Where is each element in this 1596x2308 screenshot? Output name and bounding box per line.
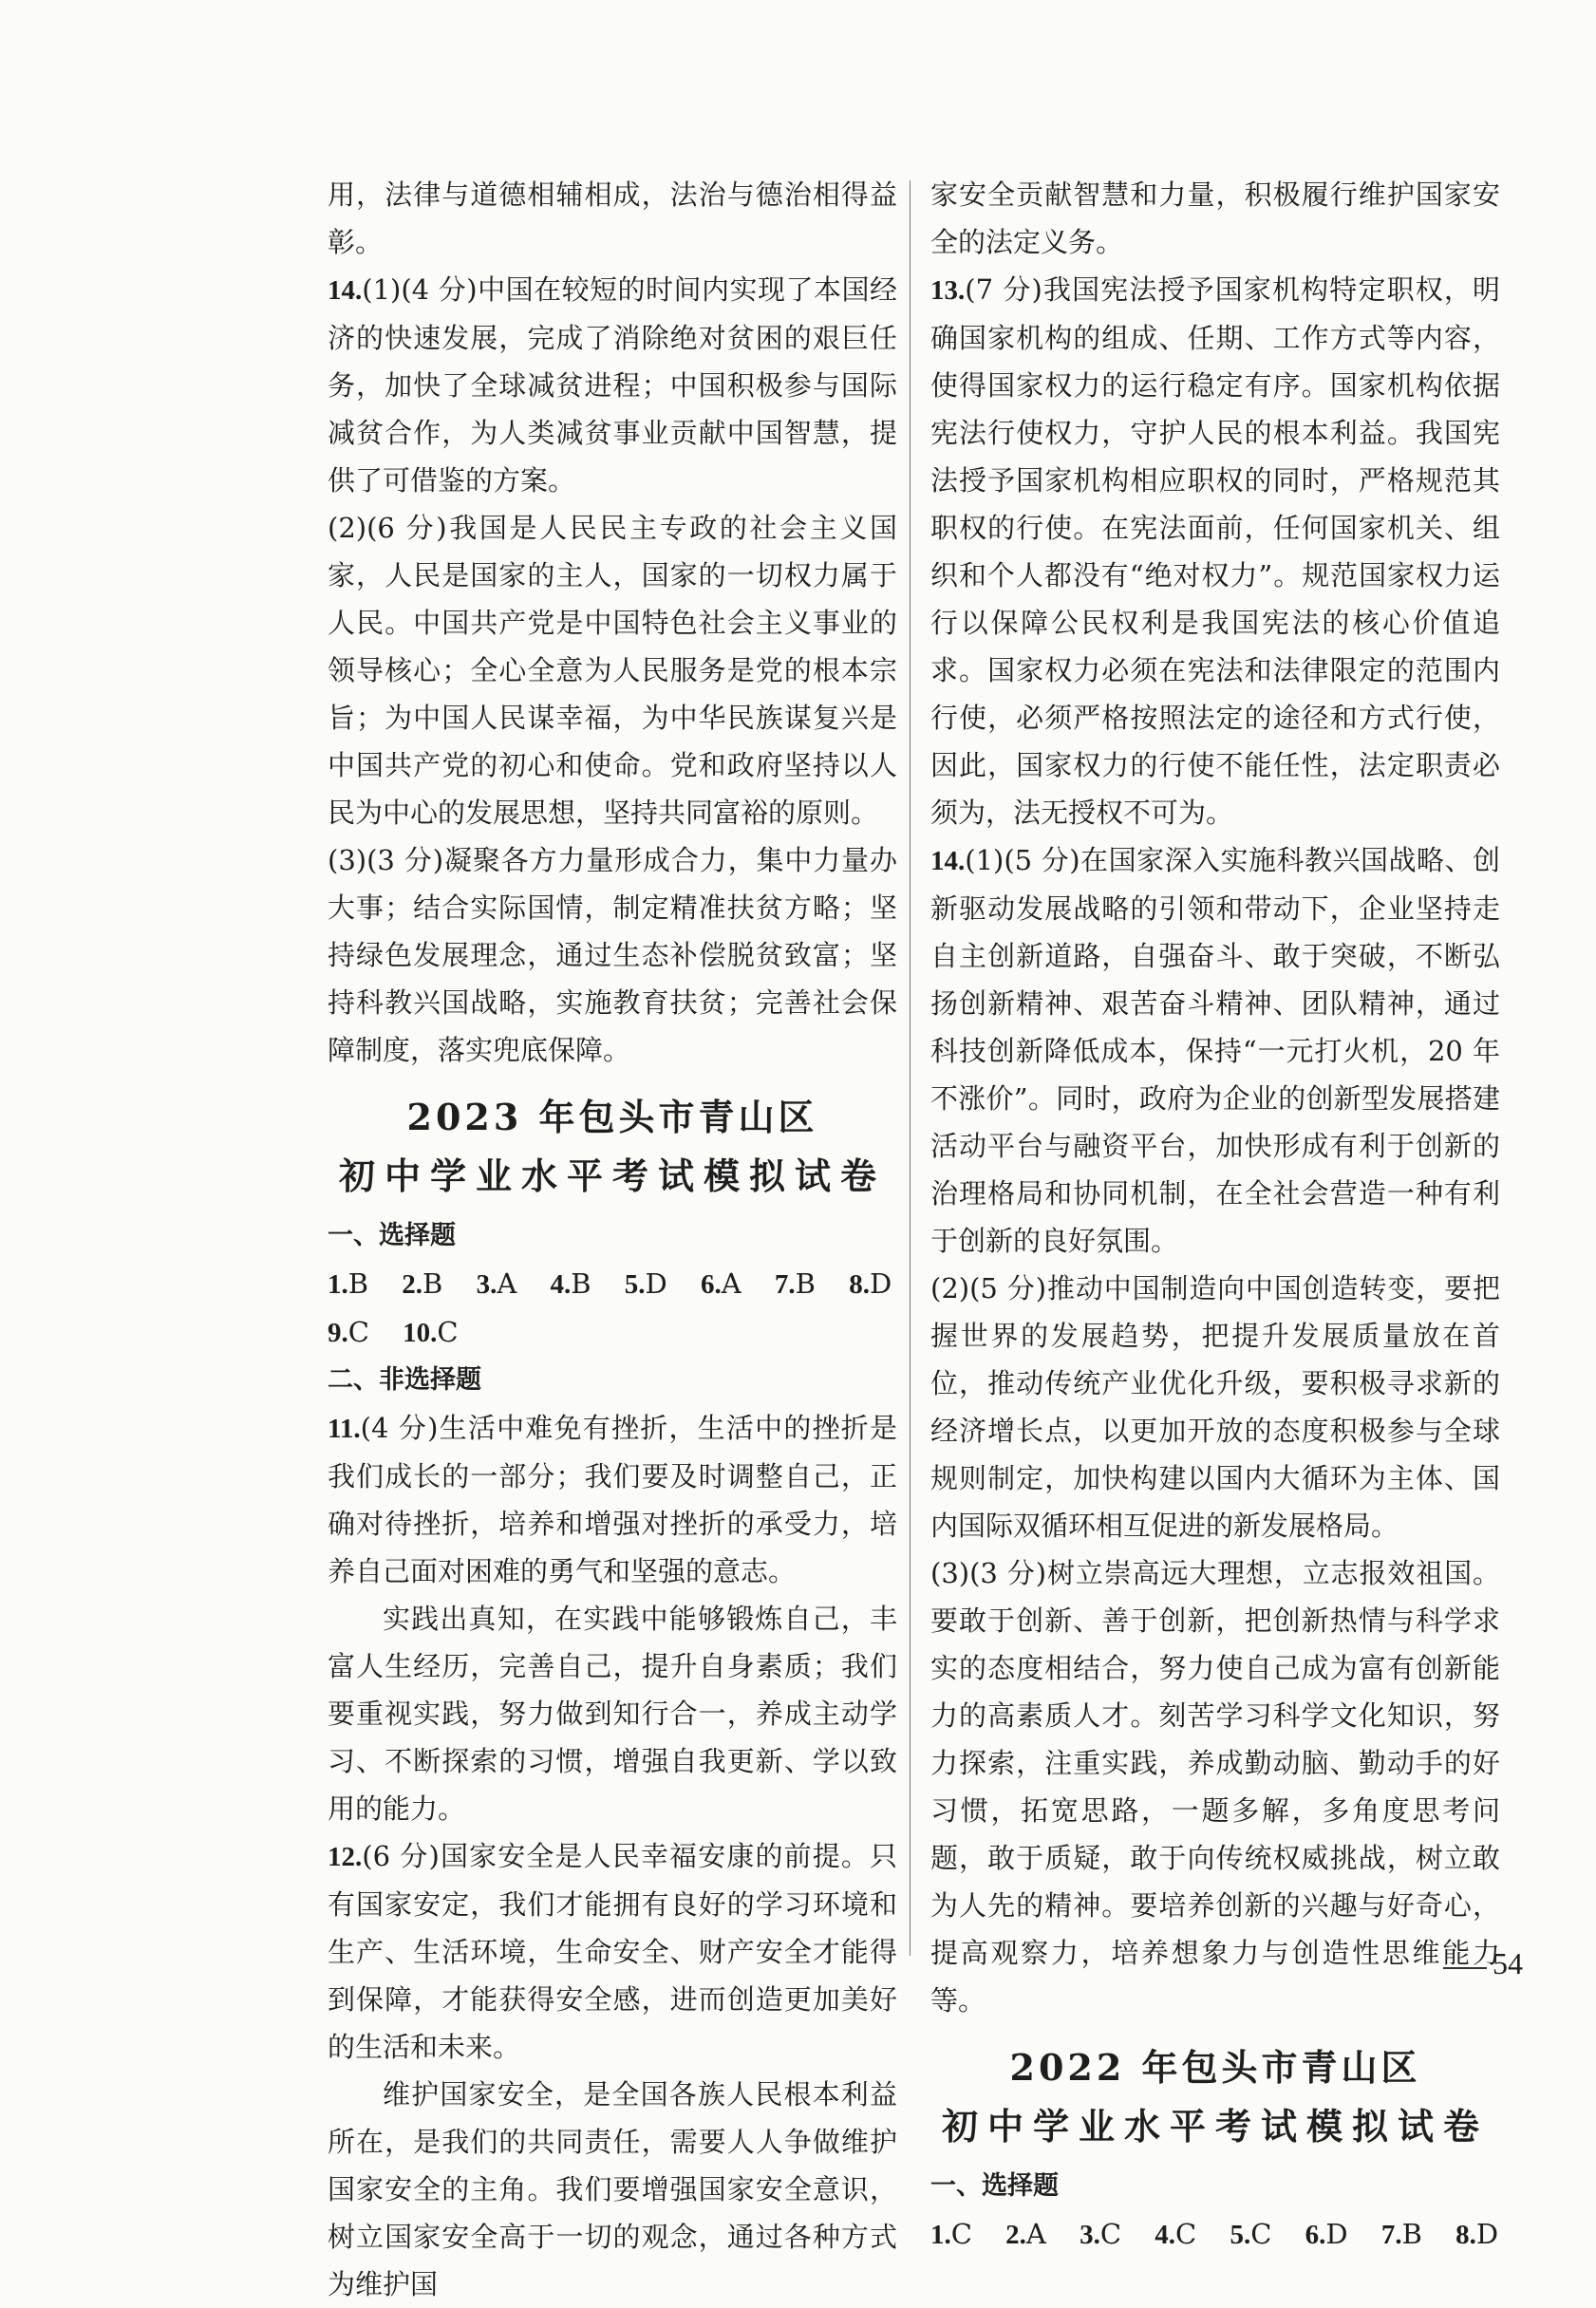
question-number: 14.	[930, 846, 966, 876]
answer-part-1: (1)(4 分)中国在较短的时间内实现了本国经济的快速发展，完成了消除绝对贫困的艰巨任务，加快了全球减贫进程；中国积极参与国际减贫合作，为人类减贫事业贡献中国智慧，提供了可借鉴的方案。	[328, 273, 897, 497]
answer-key-line-1: 1.C 2.A 3.C 4.C 5.C 6.D 7.B 8.D	[930, 2218, 1499, 2250]
continued-line: 用，法律与道德相辅相成，法治与德治相得益彰。	[328, 178, 897, 258]
answer-part-3: (3)(3 分)树立崇高远大理想，立志报效祖国。要敢于创新、善于创新，把创新热情与科学求实的态度相结合，努力使自己成为富有创新能力的高素质人才。刻苦学习科学文化知识，努力探索，注重实践，养成勤动脑、勤动手的好习惯，拓宽思路，一题多解，多角度思考问题，敢于质疑，敢于向传统权威挑战，树立敢为人先的精神。要培养创新的兴趣与好奇心，提高观察力，培养想象力与创造性思维能力等。	[930, 1557, 1500, 2017]
question-11	[328, 1404, 897, 1832]
question-13	[930, 266, 1500, 836]
question-number: 11.	[328, 1414, 361, 1444]
right-column	[930, 171, 1500, 2259]
exam-title-line-1: 2023 年包头市青山区	[406, 1096, 818, 1138]
answer-part-2: 维护国家安全，是全国各族人民根本利益所在，是我们的共同责任，需要人人争做维护国家安全的主角。我们要增强国家安全意识，树立国家安全高于一切的观念，通过各种方式为维护国	[328, 2078, 897, 2300]
exam-2023	[328, 1091, 897, 2308]
exam-2022	[930, 2041, 1500, 2259]
answer-part-2: (2)(6 分)我国是人民民主专政的社会主义国家，人民是国家的主人，国家的一切权力属于人民。中国共产党是中国特色社会主义事业的领导核心；全心全意为人民服务是党的根本宗旨；为中国人民谋幸福，为中华民族谋复兴是中国共产党的初心和使命。党和政府坚持以人民为中心的发展思想，坚持共同富裕的原则。	[328, 512, 897, 829]
section-heading: 一、选择题	[328, 1221, 456, 1250]
question-12	[328, 1832, 897, 2308]
answer-part-1: (7 分)我国宪法授予国家机构特定职权，明确国家机构的组成、任期、工作方式等内容，使得国家权力的运行稳定有序。国家机构依据宪法行使权力，守护人民的根本利益。我国宪法授予国家机构相应职权的同时，严格规范其职权的行使。在宪法面前，任何国家机关、组织和个人都没有“绝对权力”。规范国家权力运行以保障公民权利是我国宪法的核心价值追求。国家权力必须在宪法和法律限定的范围内行使，必须严格按照法定的途径和方式行使，因此，国家权力的行使不能任性，法定职责必须为，法无授权不可为。	[930, 273, 1500, 829]
question-number: 14.	[328, 275, 363, 306]
question-14	[328, 266, 897, 1074]
continued-line: 家安全贡献智慧和力量，积极履行维护国家安全的法定义务。	[930, 178, 1500, 258]
answer-part-1: (1)(5 分)在国家深入实施科教兴国战略、创新驱动发展战略的引领和带动下，企业坚持走自主创新道路，自强奋斗、敢于突破，不断弘扬创新精神、艰苦奋斗精神、团队精神，通过科技创新降低成本，保持“一元打火机，20 年不涨价”。同时，政府为企业的创新型发展搭建活动平台与融资平台，加快形成有利于创新的治理格局和协同机制，在全社会营造一种有利于创新的良好氛围。	[930, 844, 1500, 1257]
column-divider	[910, 180, 911, 1956]
section-heading: 一、选择题	[930, 2171, 1059, 2201]
exam-title-line-2: 初中学业水平考试模拟试卷	[941, 2105, 1489, 2148]
question-14	[930, 836, 1500, 2024]
page-number-rule	[1443, 1967, 1487, 1969]
question-number: 13.	[930, 275, 966, 306]
exam-title-line-2: 初中学业水平考试模拟试卷	[338, 1154, 886, 1197]
answer-part-2: (2)(5 分)推动中国制造向中国创造转变，要把握世界的发展趋势，把提升发展质量放在首位，推动传统产业优化升级，要积极寻求新的经济增长点，以更加开放的态度积极参与全球规则制定，加快构建以国内大循环为主体、国内国际双循环相互促进的新发展格局。	[930, 1272, 1500, 1542]
question-number: 12.	[328, 1842, 363, 1872]
answer-part-1: (6 分)国家安全是人民幸福安康的前提。只有国家安定，我们才能拥有良好的学习环境和生产、生活环境，生命安全、财产安全才能得到保障，才能获得安全感，进而创造更加美好的生活和未来。	[328, 1840, 897, 2063]
answer-part-1: (4 分)生活中难免有挫折，生活中的挫折是我们成长的一部分；我们要及时调整自己，正确对待挫折，培养和增强对挫折的承受力，培养自己面对困难的勇气和坚强的意志。	[328, 1412, 897, 1587]
answer-part-2: 实践出真知，在实践中能够锻炼自己，丰富人生经历，完善自己，提升自身素质；我们要重视实践，努力做到知行合一，养成主动学习、不断探索的习惯，增强自我更新、学以致用的能力。	[328, 1603, 897, 1825]
answer-key-line-1: 1.B 2.B 3.A 4.B 5.D 6.A 7.B 8.D	[328, 1267, 892, 1300]
left-column	[328, 171, 897, 2308]
answer-key-line-2: 9.C 10.C	[328, 1316, 459, 1348]
answer-part-3: (3)(3 分)凝聚各方力量形成合力，集中力量办大事；结合实际国情，制定精准扶贫方略；坚持绿色发展理念，通过生态补偿脱贫致富；坚持科教兴国战略，实施教育扶贫；完善社会保障制度，落实兜底保障。	[328, 844, 897, 1066]
section-heading: 二、非选择题	[328, 1365, 481, 1395]
page-number: 54	[1493, 1946, 1523, 1980]
exam-title-line-1: 2022 年包头市青山区	[1009, 2046, 1421, 2089]
